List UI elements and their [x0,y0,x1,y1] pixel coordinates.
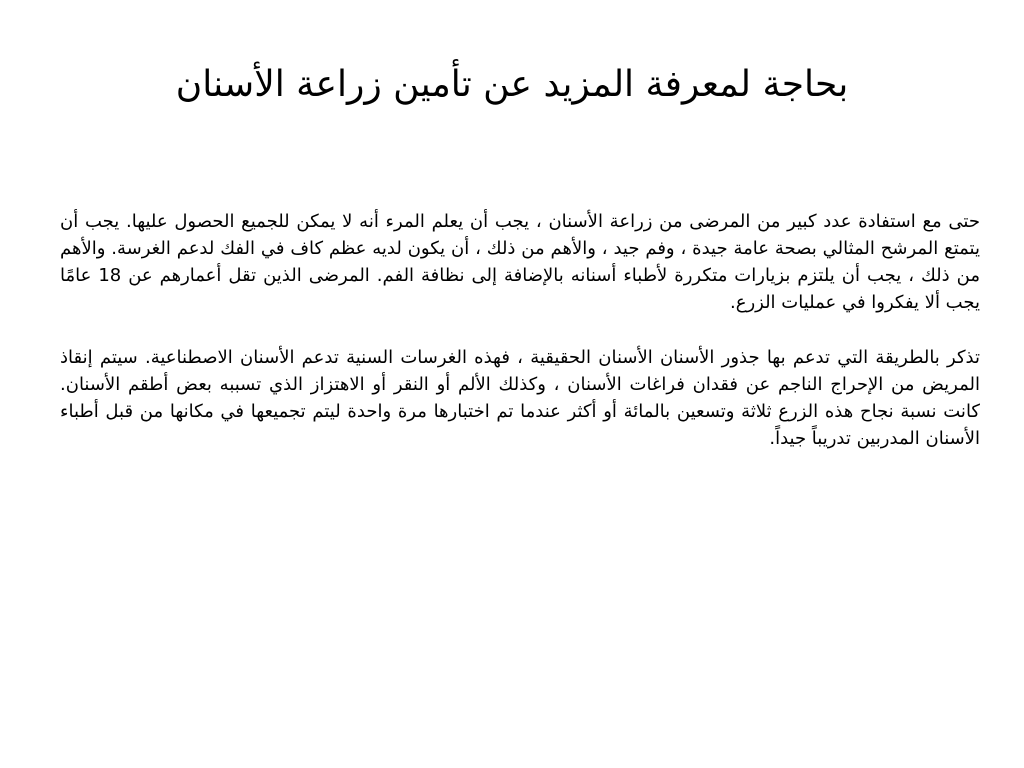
slide-body [60,208,980,480]
body-paragraph-2: تذكر بالطريقة التي تدعم بها جذور الأسنان الأسنان الحقيقية ، فهذه الغرسات السنية تدعم الأسنان الاصطناعية. سيتم إنقاذ المريض من الإحراج الناجم عن فقدان فراغات الأسنان ، وكذلك الألم أو النقر أو الاهتزاز الذي تسببه بعض أطقم الأسنان. كانت نسبة نجاح هذه الزرع ثلاثة وتسعين بالمائة أو أكثر عندما تم اختبارها مرة واحدة ليتم تجميعها في مكانها من قبل أطباء الأسنان المدربين تدريباً جيداً. [60,347,980,449]
body-paragraph-1: حتى مع استفادة عدد كبير من المرضى من زراعة الأسنان ، يجب أن يعلم المرء أنه لا يمكن للجميع الحصول عليها. يجب أن يتمتع المرشح المثالي بصحة عامة جيدة ، وفم جيد ، والأهم من ذلك ، أن يكون لديه عظم كاف في الفك لدعم الغرسة. والأهم من ذلك ، يجب أن يلتزم بزيارات متكررة لأطباء أسنانه بالإضافة إلى نظافة الفم. المرضى الذين تقل أعمارهم عن 18 عامًا يجب ألا يفكروا في عمليات الزرع. [60,211,980,313]
slide-title: بحاجة لمعرفة المزيد عن تأمين زراعة الأسنان [175,64,849,105]
